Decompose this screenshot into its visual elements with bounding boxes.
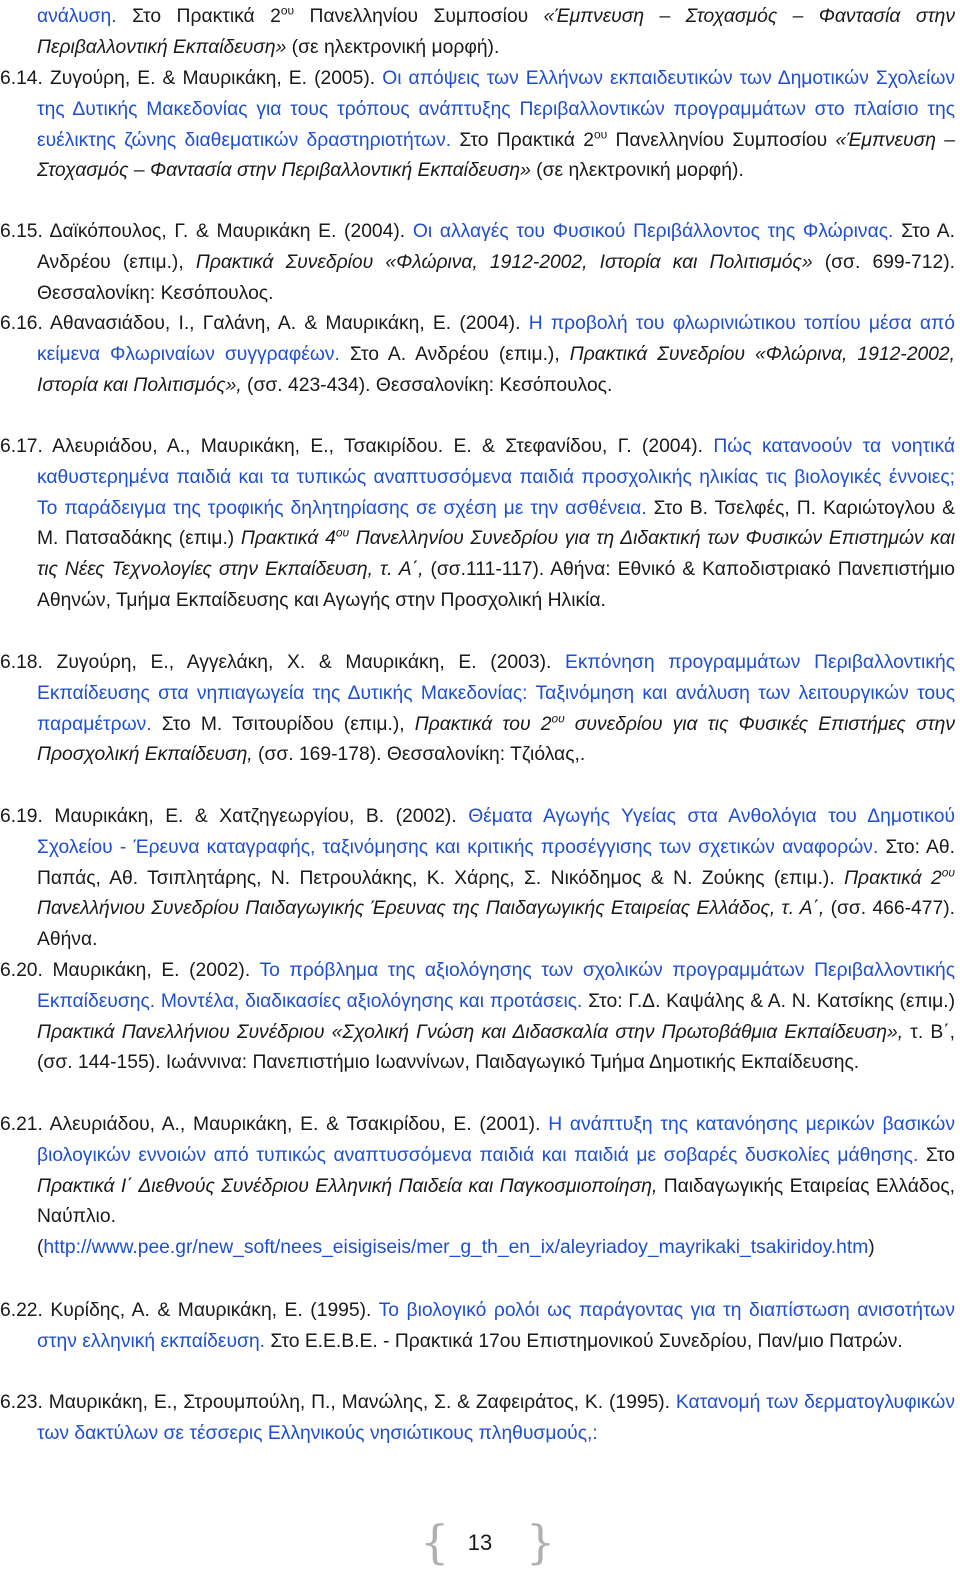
reference-source-italic: συνεδρίου για τις Φυσικές Επιστήμες στην Προσχολική Εκπαίδευση, — [37, 713, 955, 766]
reference-source-italic: Πρακτικά 4 — [240, 528, 336, 550]
reference-source-italic: Πρακτικά Ι΄ Διεθνούς Συνέδριου Ελληνική Παιδεία και Παγκοσμιοποίηση, — [37, 1175, 658, 1197]
reference-title-link[interactable]: Το πρόβλημα της αξιολόγησης των σχολικών προγραμμάτων Περιβαλλοντικής Εκπαίδευσης. Μοντέλα, διαδικασίες αξιολόγησης και προτάσεις. — [37, 960, 955, 1012]
reference-text: (σσ. 466-477). Αθήνα. — [37, 898, 955, 951]
ordinal-superscript: ου — [335, 525, 350, 540]
reference-text: (σσ. 423-434). Θεσσαλονίκη: Κεσόπουλος. — [241, 374, 613, 396]
reference-text: Στο Πρακτικά 2 — [116, 6, 281, 27]
reference-text: ) — [868, 1237, 875, 1259]
reference-text: Στο: Αθ. Παπάς, Αθ. Τσιπλητάρης, Ν. Πετρουλάκης, Κ. Χάρης, Σ. Νικόδημος & Ν. Ζούκης (επιμ.). — [37, 836, 955, 889]
reference-title-link[interactable]: Οι αλλαγές του Φυσικού Περιβάλλοντος της Φλώρινας. — [412, 221, 894, 242]
reference-text: Πανελληνίου Συμποσίου — [294, 6, 544, 27]
reference-title-link[interactable]: Θέματα Αγωγής Υγείας στα Ανθολόγια του Δημοτικού Σχολείου - Έρευνα καταγραφής, ταξινόμησης και κριτικής προσέγγισης των σχετικών αναφορών. — [37, 806, 955, 858]
reference-text: 6.17. Αλευριάδου, Α., Μαυρικάκη, Ε., Τσακιρίδου. Ε. & Στεφανίδου, Γ. (2004). — [0, 436, 714, 457]
reference-text: Στο Α. Ανδρέου (επιμ.), — [339, 343, 570, 365]
reference-source-italic: Πανελληνίου Συνεδρίου για τη Διδακτική των Φυσικών Επιστημών και τις Νέες Τεχνολογίες στην Εκπαίδευση, τ. Α΄, — [37, 528, 955, 581]
reference-entry — [0, 217, 955, 309]
reference-text: τ. Β΄, (σσ. 144-155). Ιωάννινα: Πανεπιστήμιο Ιωαννίνων, Παιδαγωγικό Τμήμα Δημοτικής Εκπαίδευσης. — [37, 1021, 955, 1074]
reference-text: Παιδαγωγικής Εταιρείας Ελλάδος, Ναύπλιο. ( — [37, 1175, 955, 1259]
reference-text: 6.23. Μαυρικάκη, Ε., Στρουμπούλη, Π., Μανώλης, Σ. & Ζαφειράτος, Κ. (1995). — [0, 1392, 676, 1413]
reference-source-italic: «Έμπνευση – Στοχασμός – Φαντασία στην Περιβαλλοντική Εκπαίδευση» — [37, 129, 955, 182]
reference-title-link[interactable]: Εκπόνηση προγραμμάτων Περιβαλλοντικής Εκπαίδευσης στα νηπιαγωγεία της Δυτικής Μακεδονίας: Ταξινόμηση και ανάλυση των λειτουργικών τους παραμέτρων. — [37, 652, 955, 735]
ordinal-superscript: ου — [280, 3, 295, 18]
reference-title-link[interactable]: ανάλυση. — [37, 6, 117, 27]
reference-text: (σσ. 699-712). Θεσσαλονίκη: Κεσόπουλος. — [37, 251, 955, 304]
reference-text: 6.22. Κυρίδης, Α. & Μαυρικάκη, Ε. (1995). — [0, 1300, 379, 1321]
reference-entry — [0, 64, 956, 187]
left-brace-ornament: { — [420, 1515, 450, 1569]
reference-text: 6.15. Δαϊκόπουλος, Γ. & Μαυρικάκη Ε. (2004). — [0, 221, 413, 242]
reference-source-italic: Πρακτικά Συνεδρίου «Φλώρινα, 1912-2002, Ιστορία και Πολιτισμός» — [195, 251, 813, 273]
reference-text: 6.16. Αθανασιάδου, Ι., Γαλάνη, Α. & Μαυρικάκη, Ε. (2004). — [0, 313, 529, 334]
reference-entry — [0, 648, 955, 771]
reference-text: Στο Μ. Τσιτουρίδου (επιμ.), — [151, 713, 415, 735]
reference-title-link[interactable]: Κατανομή των δερματογλυφικών των δακτύλων σε τέσσερις Ελληνικούς νησιώτικους πληθυσμούς,: — [37, 1392, 955, 1444]
reference-text: (σσ. 169-178). Θεσσαλονίκη: Τζιόλας,. — [252, 744, 586, 766]
reference-title-link[interactable]: Η ανάπτυξη της κατανόησης μερικών βασικών βιολογικών εννοιών από τυπικώς αναπτυσσόμενα παιδιά και παιδιά με σοβαρές δυσκολίες μάθησης. — [37, 1114, 955, 1166]
reference-entry — [0, 432, 956, 617]
reference-text: 6.18. Ζυγούρη, Ε., Αγγελάκη, Χ. & Μαυρικάκη, Ε. (2003). — [0, 652, 566, 673]
reference-entry — [0, 1388, 955, 1450]
reference-entry — [0, 1110, 955, 1264]
reference-text: 6.19. Μαυρικάκη, Ε. & Χατζηγεωργίου, Β. (2002). — [0, 806, 469, 827]
reference-title-link[interactable]: Πώς κατανοούν τα νοητικά καθυστερημένα παιδιά και τα τυπικώς αναπτυσσόμενα παιδιά προσχολικής ηλικίας τις βιολογικές έννοιες; Το παράδειγμα της τροφικής δηλητηρίασης σε σχέση με την ασθένεια. — [37, 436, 956, 519]
reference-text: (σε ηλεκτρονική μορφή). — [530, 160, 744, 182]
page-footer — [420, 1515, 556, 1569]
reference-title-link[interactable]: Οι απόψεις των Ελλήνων εκπαιδευτικών των Δημοτικών Σχολείων της Δυτικής Μακεδονίας για τους τρόπους ανάπτυξης Περιβαλλοντικών προγραμμάτων στο πλαίσιο της ευέλικτης ζώνης διαθεματικών δραστηριοτήτων. — [37, 68, 956, 151]
reference-source-italic: «Έμπνευση – Στοχασμός – Φαντασία στην Περιβαλλοντική Εκπαίδευση» — [37, 6, 956, 58]
reference-source-italic: Πρακτικά Συνεδρίου «Φλώρινα, 1912-2002, Ιστορία και Πολιτισμός», — [37, 343, 955, 396]
reference-text: 6.20. Μαυρικάκη, Ε. (2002). — [0, 960, 260, 981]
reference-title-link[interactable]: Η προβολή του φλωρινιώτικου τοπίου μέσα από κείμενα Φλωριναίων συγγραφέων. — [37, 313, 955, 365]
ordinal-superscript: ου — [593, 127, 608, 142]
reference-text: Στο — [918, 1144, 955, 1166]
reference-entry — [0, 802, 955, 956]
reference-text: (σε ηλεκτρονική μορφή). — [286, 36, 500, 58]
reference-source-italic: Πανελλήνιου Συνεδρίου Παιδαγωγικής Έρευνας της Παιδαγωγικής Εταιρείας Ελλάδος, τ. Α΄, — [37, 898, 825, 920]
reference-continuation — [37, 2, 955, 64]
reference-source-italic: Πρακτικά Πανελλήνιου Συνέδριου «Σχολική Γνώση και Διδασκαλία στην Πρωτοβάθμια Εκπαίδευση», — [37, 1021, 904, 1043]
reference-entry — [0, 309, 955, 401]
reference-entry — [0, 956, 955, 1079]
reference-title-link[interactable]: http://www.pee.gr/new_soft/nees_eisigiseis/mer_g_th_en_ix/aleyriadoy_mayrikaki_tsakiridoy.htm — [43, 1237, 869, 1259]
ordinal-superscript: ου — [551, 711, 565, 726]
reference-source-italic: Πρακτικά 2 — [844, 867, 942, 889]
reference-text: Πανελληνίου Συμποσίου — [607, 129, 836, 151]
reference-text: 6.14. Ζυγούρη, Ε. & Μαυρικάκη, Ε. (2005). — [0, 68, 383, 89]
reference-text: Στο: Γ.Δ. Καψάλης & Α. Ν. Κατσίκης (επιμ.) — [582, 990, 955, 1012]
reference-text: 6.21. Αλευριάδου, Α., Μαυρικάκη, Ε. & Τσακιρίδου, Ε. (2001). — [0, 1114, 549, 1135]
reference-title-link[interactable]: Το βιολογικό ρολόι ως παράγοντας για τη διαπίστωση ανισοτήτων στην ελληνική εκπαίδευση. — [37, 1300, 955, 1352]
reference-source-italic: Πρακτικά του 2 — [414, 713, 552, 735]
reference-text: Στο Α. Ανδρέου (επιμ.), — [37, 221, 955, 273]
reference-entry — [0, 1296, 955, 1358]
reference-text: Στο Β. Τσελφές, Π. Καριώτογλου & Μ. Πατσαδάκης (επιμ.) — [37, 497, 955, 550]
reference-text: (σσ.111-117). Αθήνα: Εθνικό & Καποδιστριακό Πανεπιστήμιο Αθηνών, Τμήμα Εκπαίδευσης και Αγωγής στην Προσχολική Ηλικία. — [37, 559, 955, 611]
reference-text: Στο Πρακτικά 2 — [451, 129, 594, 151]
page-number: 13 — [467, 1530, 493, 1555]
reference-text: Στο Ε.Ε.Β.Ε. - Πρακτικά 17ου Επιστημονικού Συνεδρίου, Παν/μιο Πατρών. — [265, 1330, 903, 1352]
right-brace-ornament: } — [526, 1515, 556, 1569]
ordinal-superscript: ου — [941, 865, 955, 880]
